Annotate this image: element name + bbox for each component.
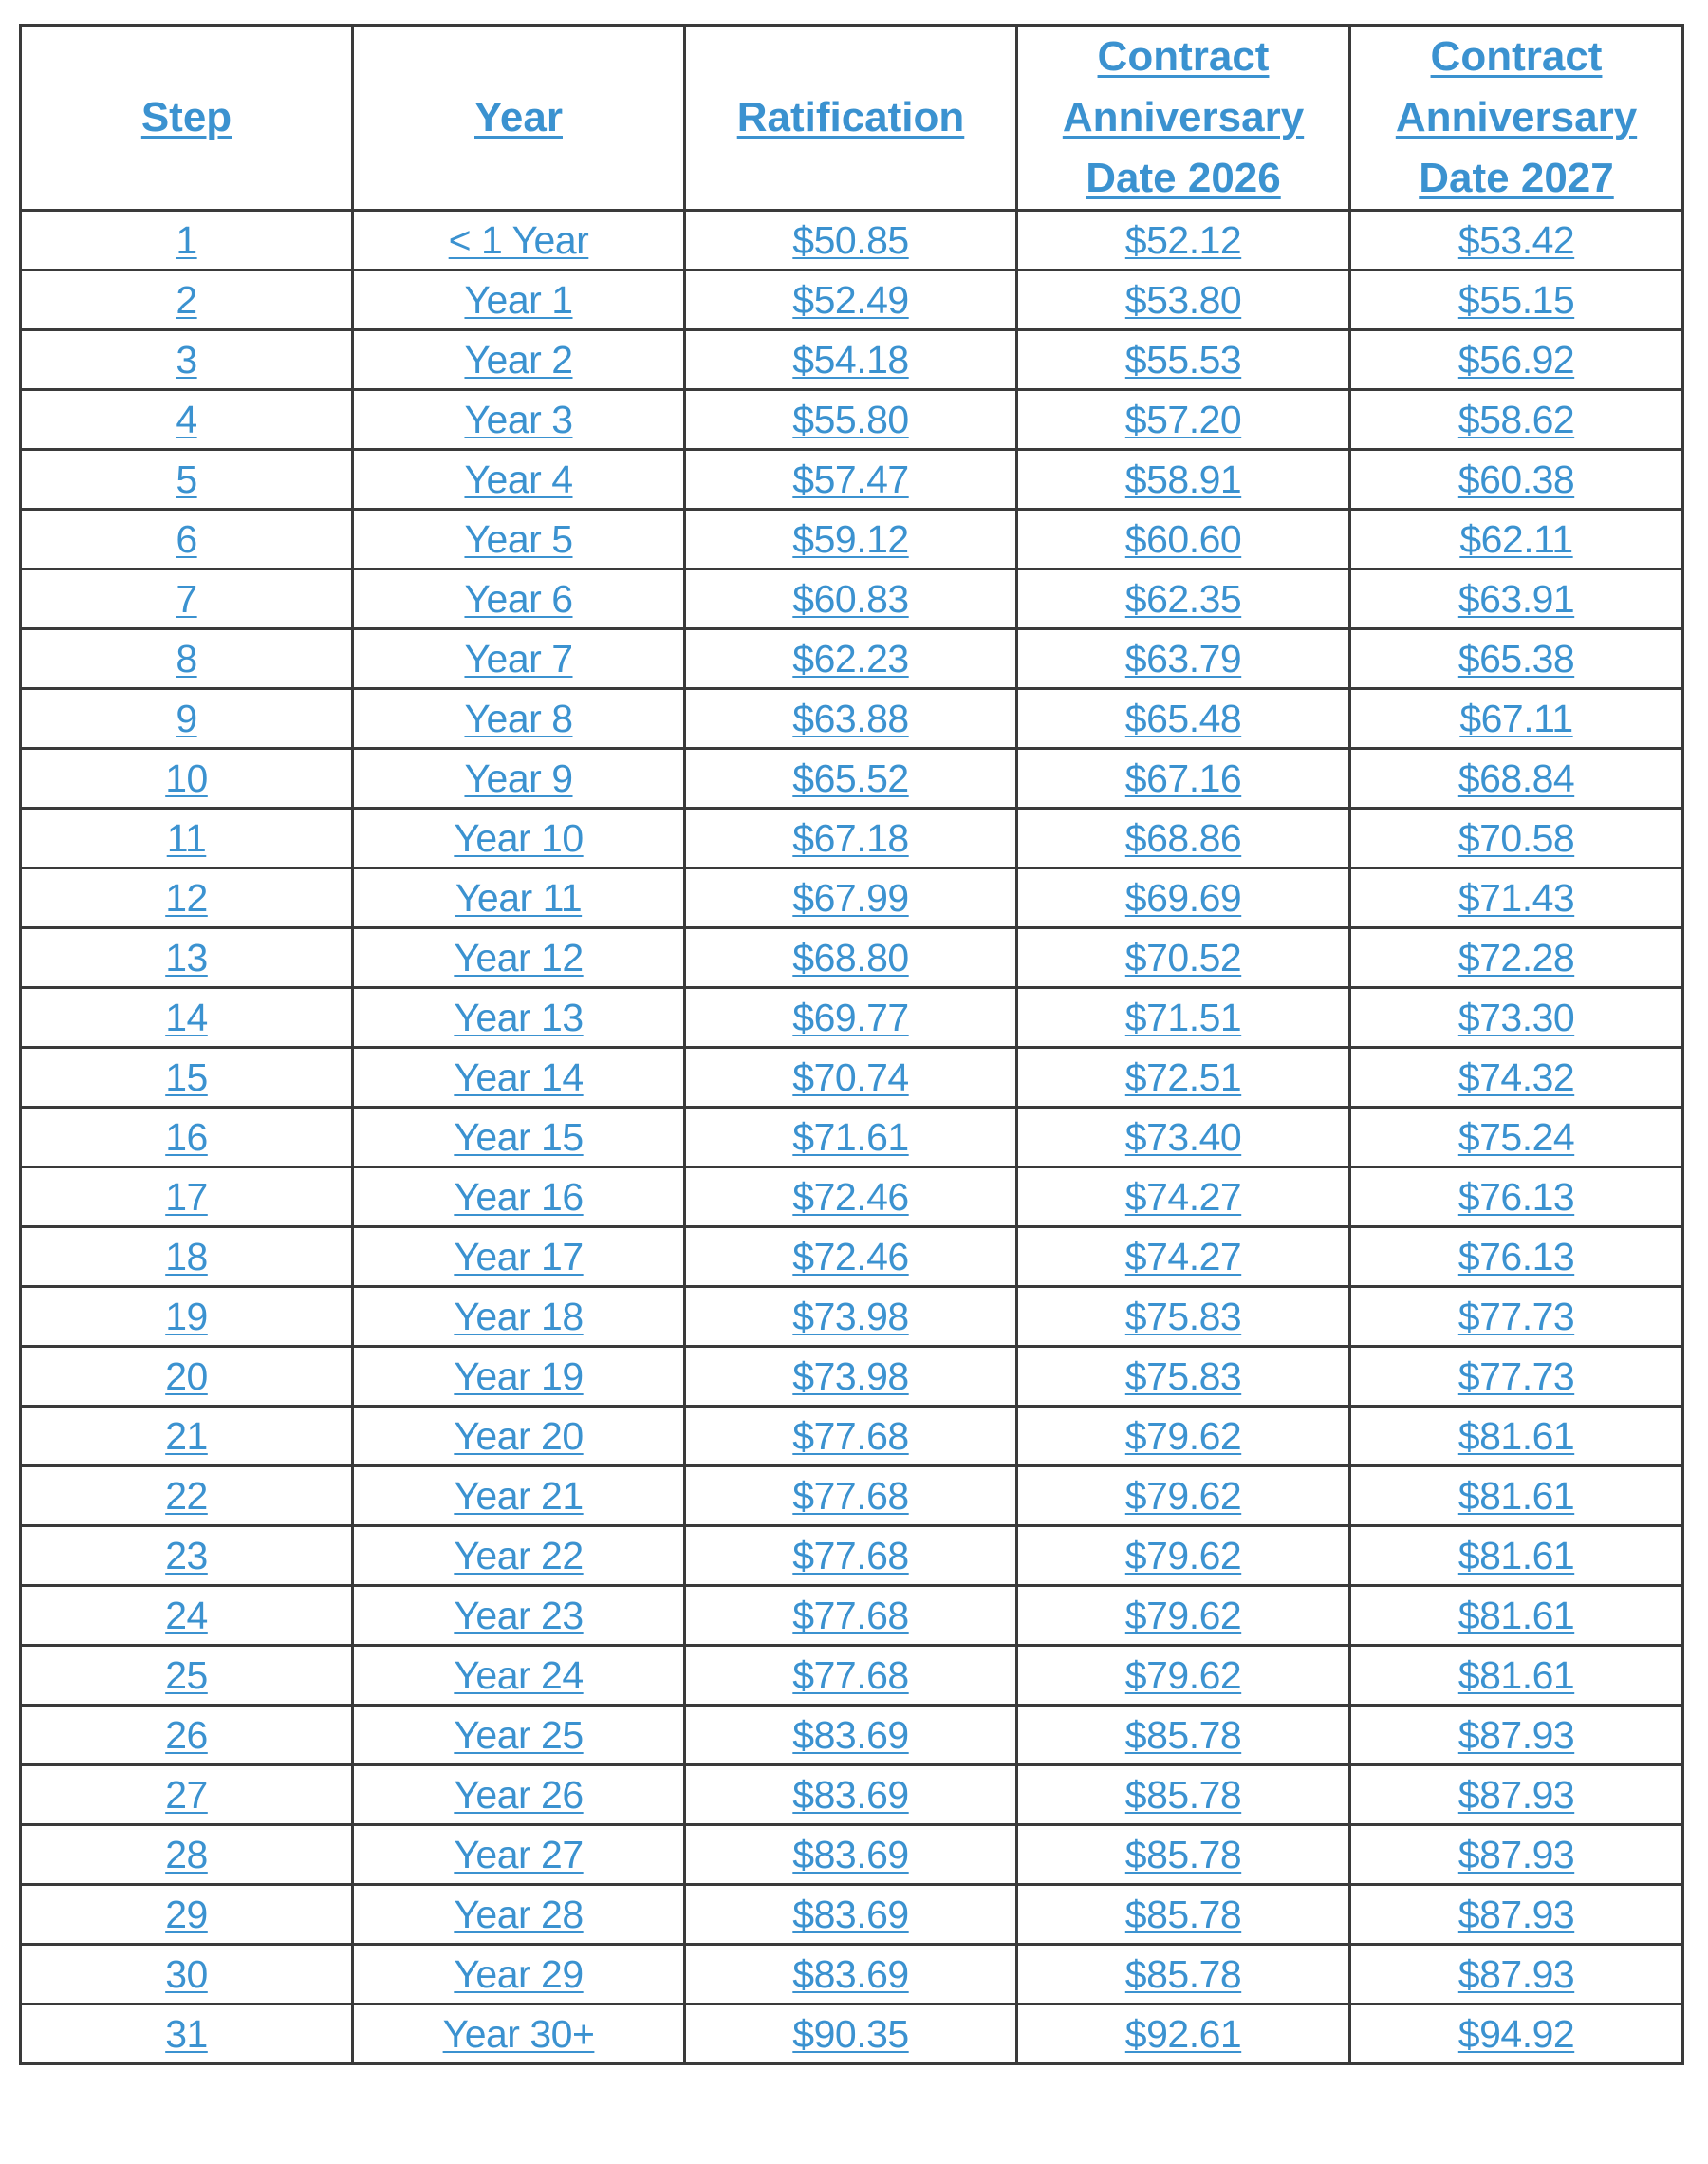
year-cell[interactable]: Year 24 — [353, 1646, 685, 1706]
anniversary-2027-cell[interactable]: $77.73 — [1350, 1347, 1683, 1407]
year-cell[interactable]: Year 11 — [353, 868, 685, 928]
ratification-cell[interactable]: $83.69 — [685, 1885, 1017, 1945]
table-row — [21, 1227, 1683, 1287]
table-row — [21, 809, 1683, 868]
table-row — [21, 1765, 1683, 1825]
year-cell[interactable]: Year 18 — [353, 1287, 685, 1347]
anniversary-2027-cell[interactable]: $68.84 — [1350, 749, 1683, 809]
anniversary-2027-cell[interactable]: $72.28 — [1350, 928, 1683, 988]
step-cell[interactable]: 19 — [21, 1287, 353, 1347]
anniversary-2026-cell[interactable]: $75.83 — [1017, 1287, 1350, 1347]
anniversary-2026-cell[interactable]: $55.53 — [1017, 330, 1350, 390]
anniversary-2026-cell[interactable]: $60.60 — [1017, 510, 1350, 569]
table-row — [21, 689, 1683, 749]
year-cell[interactable]: Year 30+ — [353, 2005, 685, 2064]
ratification-cell[interactable]: $50.85 — [685, 211, 1017, 270]
anniversary-2026-cell[interactable]: $58.91 — [1017, 450, 1350, 510]
ratification-cell[interactable]: $77.68 — [685, 1526, 1017, 1586]
anniversary-2027-cell[interactable]: $71.43 — [1350, 868, 1683, 928]
ratification-cell[interactable]: $73.98 — [685, 1287, 1017, 1347]
anniversary-2027-cell[interactable]: $74.32 — [1350, 1048, 1683, 1108]
year-cell[interactable]: Year 21 — [353, 1466, 685, 1526]
table-row — [21, 450, 1683, 510]
anniversary-2026-cell[interactable]: $92.61 — [1017, 2005, 1350, 2064]
year-cell[interactable]: Year 12 — [353, 928, 685, 988]
table-row — [21, 211, 1683, 270]
table-row — [21, 390, 1683, 450]
step-cell[interactable]: 12 — [21, 868, 353, 928]
table-row — [21, 330, 1683, 390]
anniversary-2027-cell[interactable]: $75.24 — [1350, 1108, 1683, 1167]
year-cell[interactable]: Year 13 — [353, 988, 685, 1048]
step-cell[interactable]: 23 — [21, 1526, 353, 1586]
year-cell[interactable]: Year 17 — [353, 1227, 685, 1287]
ratification-cell[interactable]: $68.80 — [685, 928, 1017, 988]
year-cell[interactable]: Year 4 — [353, 450, 685, 510]
anniversary-2027-cell[interactable]: $62.11 — [1350, 510, 1683, 569]
ratification-cell[interactable]: $67.18 — [685, 809, 1017, 868]
year-cell[interactable]: Year 6 — [353, 569, 685, 629]
table-row — [21, 1407, 1683, 1466]
table-row — [21, 1646, 1683, 1706]
anniversary-2027-cell[interactable]: $55.15 — [1350, 270, 1683, 330]
step-cell[interactable]: 21 — [21, 1407, 353, 1466]
anniversary-2027-cell[interactable]: $87.93 — [1350, 1885, 1683, 1945]
column-header-ratification[interactable] — [685, 26, 1017, 211]
ratification-cell[interactable]: $65.52 — [685, 749, 1017, 809]
step-cell[interactable]: 7 — [21, 569, 353, 629]
table-row — [21, 868, 1683, 928]
step-cell[interactable]: 20 — [21, 1347, 353, 1407]
year-cell[interactable]: Year 3 — [353, 390, 685, 450]
anniversary-2026-cell[interactable]: $79.62 — [1017, 1586, 1350, 1646]
year-cell[interactable]: Year 5 — [353, 510, 685, 569]
step-cell[interactable]: 25 — [21, 1646, 353, 1706]
ratification-cell[interactable]: $83.69 — [685, 1765, 1017, 1825]
year-cell[interactable]: Year 20 — [353, 1407, 685, 1466]
ratification-cell[interactable]: $83.69 — [685, 1706, 1017, 1765]
step-cell[interactable]: 31 — [21, 2005, 353, 2064]
anniversary-2026-cell[interactable]: $85.78 — [1017, 1945, 1350, 2005]
year-cell[interactable]: Year 7 — [353, 629, 685, 689]
table-row — [21, 1526, 1683, 1586]
wage-step-table-sheet — [19, 24, 1681, 2065]
step-cell[interactable]: 29 — [21, 1885, 353, 1945]
table-body — [21, 211, 1683, 2064]
year-cell[interactable]: Year 28 — [353, 1885, 685, 1945]
table-row — [21, 1706, 1683, 1765]
column-header-anniversary-2027[interactable] — [1350, 26, 1683, 211]
anniversary-2026-cell[interactable]: $62.35 — [1017, 569, 1350, 629]
table-row — [21, 1945, 1683, 2005]
table-row — [21, 1287, 1683, 1347]
anniversary-2027-cell[interactable]: $76.13 — [1350, 1227, 1683, 1287]
table-row — [21, 1466, 1683, 1526]
table-row — [21, 988, 1683, 1048]
step-cell[interactable]: 10 — [21, 749, 353, 809]
anniversary-2027-cell[interactable]: $76.13 — [1350, 1167, 1683, 1227]
anniversary-2027-cell[interactable]: $94.92 — [1350, 2005, 1683, 2064]
step-cell[interactable]: 26 — [21, 1706, 353, 1765]
wage-step-table — [19, 24, 1684, 2065]
step-cell[interactable]: 17 — [21, 1167, 353, 1227]
ratification-cell[interactable]: $57.47 — [685, 450, 1017, 510]
step-cell[interactable]: 18 — [21, 1227, 353, 1287]
ratification-cell[interactable]: $77.68 — [685, 1586, 1017, 1646]
anniversary-2026-cell[interactable]: $70.52 — [1017, 928, 1350, 988]
anniversary-2026-cell[interactable]: $74.27 — [1017, 1227, 1350, 1287]
anniversary-2027-cell[interactable]: $77.73 — [1350, 1287, 1683, 1347]
table-row — [21, 749, 1683, 809]
year-cell[interactable]: Year 9 — [353, 749, 685, 809]
anniversary-2027-cell[interactable]: $58.62 — [1350, 390, 1683, 450]
anniversary-2027-cell[interactable]: $81.61 — [1350, 1466, 1683, 1526]
anniversary-2027-cell[interactable]: $87.93 — [1350, 1825, 1683, 1885]
ratification-cell[interactable]: $54.18 — [685, 330, 1017, 390]
year-cell[interactable]: < 1 Year — [353, 211, 685, 270]
column-header-ratification-label[interactable]: Ratification — [736, 94, 965, 140]
ratification-cell[interactable]: $70.74 — [685, 1048, 1017, 1108]
table-header — [21, 26, 1683, 211]
step-cell[interactable]: 11 — [21, 809, 353, 868]
anniversary-2026-cell[interactable]: $73.40 — [1017, 1108, 1350, 1167]
year-cell[interactable]: Year 29 — [353, 1945, 685, 2005]
anniversary-2027-cell[interactable]: $53.42 — [1350, 211, 1683, 270]
table-row — [21, 1347, 1683, 1407]
anniversary-2026-cell[interactable]: $79.62 — [1017, 1466, 1350, 1526]
anniversary-2026-cell[interactable]: $67.16 — [1017, 749, 1350, 809]
anniversary-2027-cell[interactable]: $81.61 — [1350, 1526, 1683, 1586]
anniversary-2026-cell[interactable]: $85.78 — [1017, 1885, 1350, 1945]
anniversary-2027-cell[interactable]: $73.30 — [1350, 988, 1683, 1048]
anniversary-2026-cell[interactable]: $72.51 — [1017, 1048, 1350, 1108]
ratification-cell[interactable]: $71.61 — [685, 1108, 1017, 1167]
column-header-year[interactable] — [353, 26, 685, 211]
step-cell[interactable]: 9 — [21, 689, 353, 749]
year-cell[interactable]: Year 16 — [353, 1167, 685, 1227]
ratification-cell[interactable]: $77.68 — [685, 1407, 1017, 1466]
year-cell[interactable]: Year 14 — [353, 1048, 685, 1108]
step-cell[interactable]: 13 — [21, 928, 353, 988]
step-cell[interactable]: 28 — [21, 1825, 353, 1885]
table-row — [21, 1586, 1683, 1646]
year-cell[interactable]: Year 10 — [353, 809, 685, 868]
table-row — [21, 1825, 1683, 1885]
ratification-cell[interactable]: $55.80 — [685, 390, 1017, 450]
anniversary-2026-cell[interactable]: $53.80 — [1017, 270, 1350, 330]
year-cell[interactable]: Year 25 — [353, 1706, 685, 1765]
anniversary-2026-cell[interactable]: $85.78 — [1017, 1825, 1350, 1885]
anniversary-2027-cell[interactable]: $56.92 — [1350, 330, 1683, 390]
anniversary-2026-cell[interactable]: $52.12 — [1017, 211, 1350, 270]
ratification-cell[interactable]: $73.98 — [685, 1347, 1017, 1407]
anniversary-2027-cell[interactable]: $81.61 — [1350, 1646, 1683, 1706]
anniversary-2026-cell[interactable]: $57.20 — [1017, 390, 1350, 450]
year-cell[interactable]: Year 8 — [353, 689, 685, 749]
table-header-row — [21, 26, 1683, 211]
column-header-step[interactable] — [21, 26, 353, 211]
table-row — [21, 1167, 1683, 1227]
step-cell[interactable]: 14 — [21, 988, 353, 1048]
anniversary-2027-cell[interactable]: $81.61 — [1350, 1586, 1683, 1646]
ratification-cell[interactable]: $83.69 — [685, 1945, 1017, 2005]
anniversary-2027-cell[interactable]: $65.38 — [1350, 629, 1683, 689]
anniversary-2026-cell[interactable]: $79.62 — [1017, 1407, 1350, 1466]
anniversary-2026-cell[interactable]: $79.62 — [1017, 1646, 1350, 1706]
ratification-cell[interactable]: $90.35 — [685, 2005, 1017, 2064]
step-cell[interactable]: 22 — [21, 1466, 353, 1526]
ratification-cell[interactable]: $83.69 — [685, 1825, 1017, 1885]
step-cell[interactable]: 24 — [21, 1586, 353, 1646]
step-cell[interactable]: 8 — [21, 629, 353, 689]
anniversary-2026-cell[interactable]: $71.51 — [1017, 988, 1350, 1048]
anniversary-2026-cell[interactable]: $68.86 — [1017, 809, 1350, 868]
column-header-anniversary-2027-label[interactable]: Contract Anniversary Date 2027 — [1395, 33, 1638, 201]
year-cell[interactable]: Year 1 — [353, 270, 685, 330]
year-cell[interactable]: Year 15 — [353, 1108, 685, 1167]
table-row — [21, 1108, 1683, 1167]
anniversary-2026-cell[interactable]: $63.79 — [1017, 629, 1350, 689]
anniversary-2026-cell[interactable]: $69.69 — [1017, 868, 1350, 928]
step-cell[interactable]: 27 — [21, 1765, 353, 1825]
anniversary-2027-cell[interactable]: $63.91 — [1350, 569, 1683, 629]
table-row — [21, 569, 1683, 629]
column-header-anniversary-2026[interactable] — [1017, 26, 1350, 211]
step-cell[interactable]: 6 — [21, 510, 353, 569]
anniversary-2027-cell[interactable]: $70.58 — [1350, 809, 1683, 868]
anniversary-2027-cell[interactable]: $60.38 — [1350, 450, 1683, 510]
ratification-cell[interactable]: $72.46 — [685, 1167, 1017, 1227]
anniversary-2027-cell[interactable]: $87.93 — [1350, 1765, 1683, 1825]
table-row — [21, 510, 1683, 569]
ratification-cell[interactable]: $60.83 — [685, 569, 1017, 629]
anniversary-2026-cell[interactable]: $74.27 — [1017, 1167, 1350, 1227]
anniversary-2027-cell[interactable]: $67.11 — [1350, 689, 1683, 749]
table-row — [21, 928, 1683, 988]
ratification-cell[interactable]: $67.99 — [685, 868, 1017, 928]
year-cell[interactable]: Year 19 — [353, 1347, 685, 1407]
ratification-cell[interactable]: $59.12 — [685, 510, 1017, 569]
anniversary-2027-cell[interactable]: $81.61 — [1350, 1407, 1683, 1466]
step-cell[interactable]: 1 — [21, 211, 353, 270]
column-header-step-label[interactable]: Step — [140, 94, 232, 140]
ratification-cell[interactable]: $77.68 — [685, 1466, 1017, 1526]
table-row — [21, 270, 1683, 330]
anniversary-2027-cell[interactable]: $87.93 — [1350, 1706, 1683, 1765]
column-header-year-label[interactable]: Year — [474, 94, 563, 140]
year-cell[interactable]: Year 22 — [353, 1526, 685, 1586]
table-row — [21, 1885, 1683, 1945]
ratification-cell[interactable]: $62.23 — [685, 629, 1017, 689]
ratification-cell[interactable]: $52.49 — [685, 270, 1017, 330]
table-row — [21, 629, 1683, 689]
ratification-cell[interactable]: $77.68 — [685, 1646, 1017, 1706]
anniversary-2026-cell[interactable]: $65.48 — [1017, 689, 1350, 749]
ratification-cell[interactable]: $69.77 — [685, 988, 1017, 1048]
year-cell[interactable]: Year 2 — [353, 330, 685, 390]
ratification-cell[interactable]: $72.46 — [685, 1227, 1017, 1287]
step-cell[interactable]: 16 — [21, 1108, 353, 1167]
anniversary-2026-cell[interactable]: $85.78 — [1017, 1706, 1350, 1765]
anniversary-2026-cell[interactable]: $85.78 — [1017, 1765, 1350, 1825]
step-cell[interactable]: 3 — [21, 330, 353, 390]
ratification-cell[interactable]: $63.88 — [685, 689, 1017, 749]
step-cell[interactable]: 15 — [21, 1048, 353, 1108]
year-cell[interactable]: Year 27 — [353, 1825, 685, 1885]
column-header-anniversary-2026-label[interactable]: Contract Anniversary Date 2026 — [1062, 33, 1305, 201]
step-cell[interactable]: 4 — [21, 390, 353, 450]
year-cell[interactable]: Year 26 — [353, 1765, 685, 1825]
table-row — [21, 1048, 1683, 1108]
step-cell[interactable]: 5 — [21, 450, 353, 510]
step-cell[interactable]: 30 — [21, 1945, 353, 2005]
anniversary-2026-cell[interactable]: $79.62 — [1017, 1526, 1350, 1586]
table-row — [21, 2005, 1683, 2064]
step-cell[interactable]: 2 — [21, 270, 353, 330]
anniversary-2026-cell[interactable]: $75.83 — [1017, 1347, 1350, 1407]
year-cell[interactable]: Year 23 — [353, 1586, 685, 1646]
anniversary-2027-cell[interactable]: $87.93 — [1350, 1945, 1683, 2005]
